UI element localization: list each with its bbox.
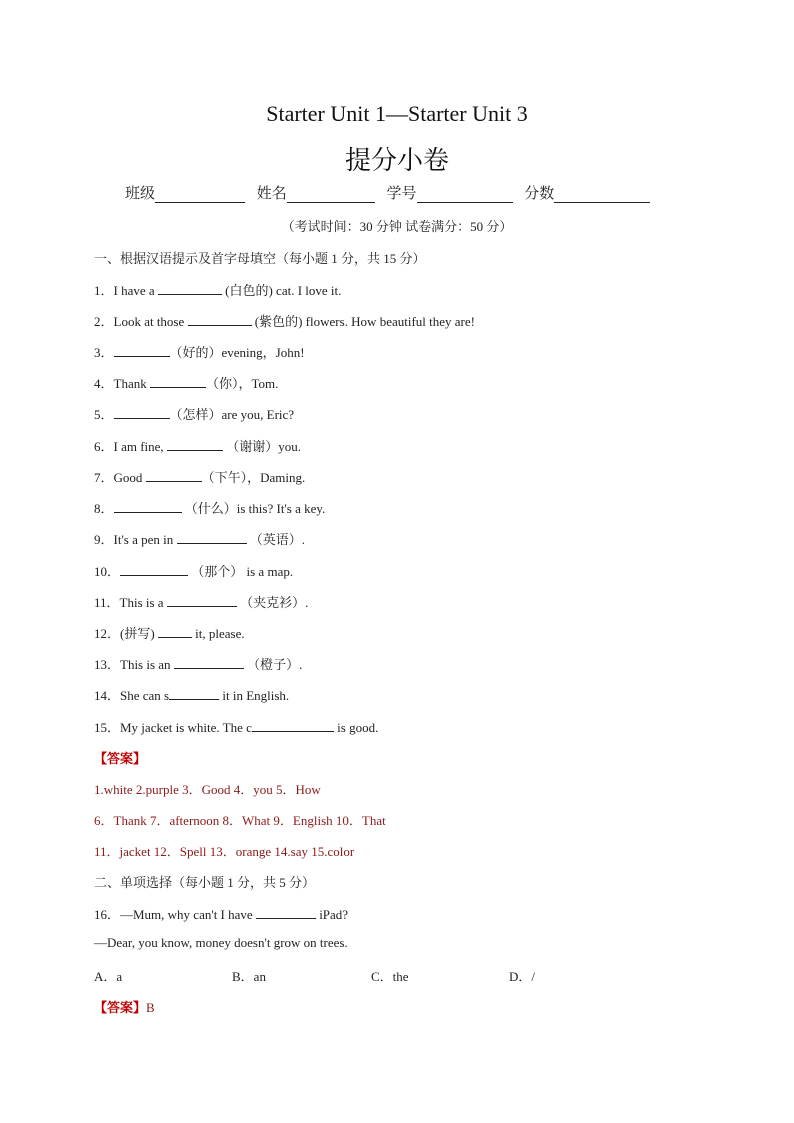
id-field[interactable] [417, 186, 513, 203]
answer-tag: 【答案】 [94, 751, 147, 766]
question-9: 9．It's a pen in （英语）. [94, 532, 306, 547]
question-12: 12．(拼写) it, please. [94, 626, 245, 641]
class-field[interactable] [155, 186, 245, 203]
question-14: 14．She can s it in English. [94, 688, 290, 703]
question-5: 5． （怎样）are you, Eric? [94, 407, 295, 422]
question-3: 3． （好的）evening，John! [94, 345, 305, 360]
page-title: Starter Unit 1—Starter Unit 3 [266, 101, 528, 126]
student-info-row [125, 182, 658, 203]
answer-blank[interactable] [146, 468, 202, 482]
score-label: 分数 [524, 186, 555, 202]
page-subtitle: 提分小卷 [344, 146, 449, 176]
question-10: 10． （那个） is a map. [94, 564, 294, 579]
answer-blank[interactable] [252, 718, 334, 732]
answer-blank[interactable] [114, 405, 170, 419]
option-b[interactable]: B．an [232, 969, 266, 984]
option-c[interactable]: C．the [371, 969, 409, 984]
question-2: 2．Look at those (紫色的) flowers. How beautiful they are! [94, 314, 475, 329]
section1-heading: 一、根据汉语提示及首字母填空（每小题 1 分，共 15 分） [94, 251, 426, 266]
question-15: 15．My jacket is white. The c is good. [94, 720, 379, 735]
answer-blank[interactable] [158, 281, 222, 295]
answer-tag: 【答案】 [94, 1000, 147, 1015]
section2-heading: 二、单项选择（每小题 1 分，共 5 分） [94, 875, 316, 890]
answer-blank[interactable] [167, 593, 237, 607]
answer-value: B [146, 1000, 155, 1015]
answer-line-3: 11．jacket 12．Spell 13．orange 14.say 15.color [94, 844, 355, 859]
question-1: 1．I have a (白色的) cat. I love it. [94, 283, 342, 298]
question-4: 4．Thank （你），Tom. [94, 376, 279, 391]
answer-blank[interactable] [150, 374, 206, 388]
score-field[interactable] [554, 186, 650, 203]
question-16-options [94, 966, 535, 985]
question-16-answer [94, 997, 155, 1016]
name-label: 姓名 [256, 186, 287, 202]
answer-blank[interactable] [114, 343, 170, 357]
answer-blank[interactable] [158, 624, 192, 638]
question-7: 7．Good （下午），Daming. [94, 470, 306, 485]
class-label: 班级 [125, 186, 156, 202]
answer-blank[interactable] [167, 437, 223, 451]
answer-blank[interactable] [114, 499, 182, 513]
answer-blank[interactable] [188, 312, 252, 326]
answer-blank[interactable] [177, 530, 247, 544]
name-field[interactable] [287, 186, 375, 203]
exam-note: （考试时间：30 分钟 试卷满分：50 分） [281, 219, 513, 234]
question-11: 11．This is a （夹克衫）. [94, 595, 309, 610]
answer-blank[interactable] [120, 562, 188, 576]
question-16: 16．—Mum, why can't I have iPad? [94, 907, 349, 922]
question-13: 13．This is an （橙子）. [94, 657, 303, 672]
question-6: 6．I am fine, （谢谢）you. [94, 439, 301, 454]
answer-line-1: 1.white 2.purple 3．Good 4．you 5．How [94, 782, 321, 797]
answer-blank[interactable] [256, 905, 316, 919]
answer-line-2: 6．Thank 7．afternoon 8．What 9．English 10．That [94, 813, 386, 828]
answer-blank[interactable] [174, 655, 244, 669]
id-label: 学号 [386, 186, 417, 202]
answer-blank[interactable] [169, 686, 219, 700]
question-8: 8． （什么）is this? It's a key. [94, 501, 326, 516]
option-d[interactable]: D．/ [509, 969, 536, 984]
question-16-line-2: —Dear, you know, money doesn't grow on trees. [94, 935, 348, 950]
option-a[interactable]: A．a [94, 969, 123, 984]
